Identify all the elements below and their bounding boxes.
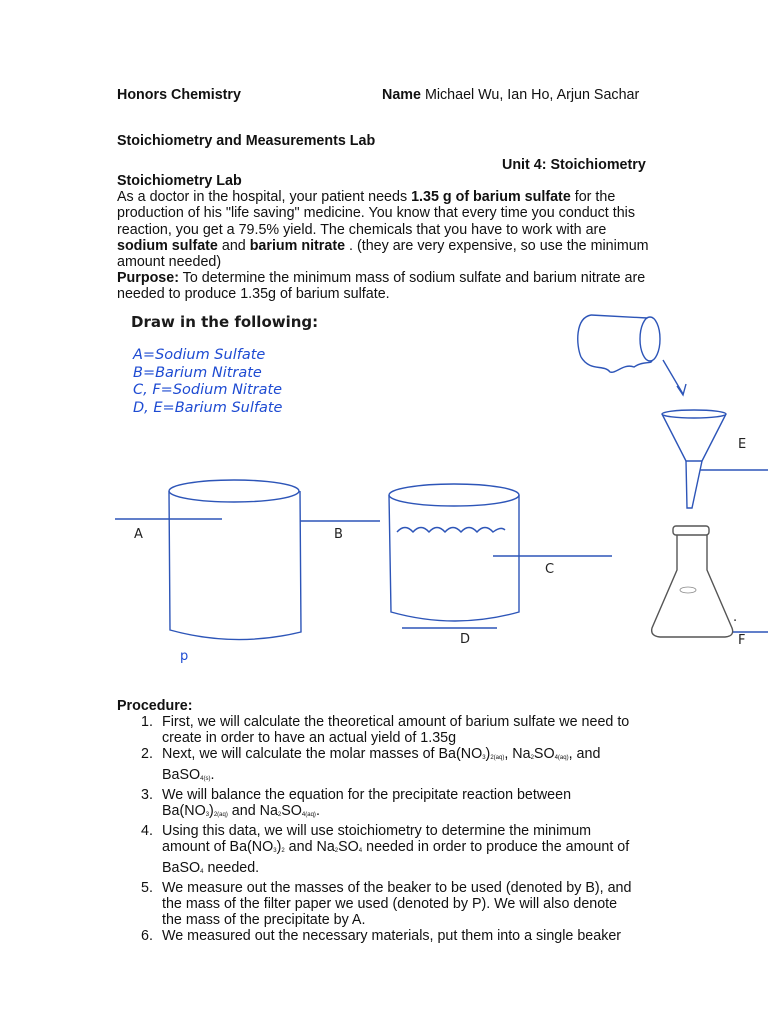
step-text: Ba(NO3)2(aq) and Na2SO4(aq). [162, 803, 320, 820]
intro-text-2: for the production of his "life saving" medicine. You know that every time you conduct this reaction, you get a 79.5% yield. The chemicals that you have to work with are [117, 189, 635, 238]
name-line [382, 87, 639, 103]
label-p: p [180, 649, 189, 664]
intro-bold-3: barium nitrate [249, 237, 346, 254]
step-text: the mass of the precipitate by A. [162, 912, 366, 929]
label-a: A [134, 527, 143, 542]
step-number: 4. [141, 823, 153, 840]
label-b: B [334, 527, 343, 542]
procedure-step [117, 928, 677, 944]
lab-title: Stoichiometry and Measurements Lab [117, 133, 376, 149]
intro-section [117, 173, 657, 303]
label-c: C [545, 562, 555, 577]
precipitate-beaker-drawing [389, 484, 612, 628]
label-f: F [738, 633, 746, 648]
step-number: 6. [141, 928, 153, 945]
legend-item: D, E=Barium Sulfate [133, 399, 283, 416]
intro-text-4: . (they are very expensive, so use the minimum amount needed) [117, 237, 649, 271]
procedure-step [117, 880, 677, 929]
legend-item: C, F=Sodium Nitrate [133, 382, 283, 398]
step-text: Next, we will calculate the molar masses of Ba(NO3)2(aq), Na2SO4(aq), and [162, 746, 601, 763]
procedure-title: Procedure: [117, 698, 193, 714]
procedure-step [117, 823, 677, 880]
label-dot: . [733, 610, 738, 625]
step-number: 5. [141, 879, 153, 896]
step-text: BaSO4(s). [162, 766, 215, 783]
intro-paragraph [117, 189, 657, 270]
step-text: the mass of the filter paper we used (denoted by P). We will also denote [162, 896, 618, 913]
purpose-paragraph [117, 270, 657, 302]
step-number: 3. [141, 786, 153, 803]
legend-item: A=Sodium Sulfate [133, 347, 266, 363]
step-text: create in order to have an actual yield of 1.35g [162, 730, 457, 747]
step-text: We measured out the necessary materials, put them into a single beaker [162, 928, 622, 945]
student-names: Michael Wu, Ian Ho, Arjun Sachar [424, 87, 640, 103]
procedure-step [117, 714, 677, 746]
name-label: Name [382, 87, 421, 103]
course-title: Honors Chemistry [117, 87, 241, 103]
intro-bold-2: sodium sulfate [117, 237, 218, 254]
step-text: Using this data, we will use stoichiometry to determine the minimum [162, 823, 592, 840]
legend-item: B=Barium Nitrate [133, 364, 262, 381]
intro-text-3: and [217, 237, 250, 254]
step-text: BaSO4 needed. [162, 859, 260, 876]
step-number: 2. [141, 746, 153, 763]
procedure-step [117, 787, 677, 823]
intro-text-1: As a doctor in the hospital, your patient needs [117, 189, 412, 206]
step-text: We measure out the masses of the beaker to be used (denoted by B), and [162, 879, 632, 896]
funnel-flask-drawing [652, 410, 768, 637]
drawing-title: Draw in the following: [131, 313, 319, 331]
tube-drawing [578, 315, 686, 395]
step-number: 1. [141, 714, 153, 730]
procedure-step [117, 746, 677, 786]
step-text: amount of Ba(NO3)2 and Na2SO4 needed in order to produce the amount of [162, 839, 630, 856]
step-text: We will balance the equation for the precipitate reaction between [162, 786, 572, 803]
procedure-list [117, 714, 677, 945]
purpose-text: To determine the minimum mass of sodium sulfate and barium nitrate are needed to produce 1.35g of barium sulfate. [117, 270, 646, 303]
intro-bold-1: 1.35 g of barium sulfate [411, 189, 571, 206]
step-text: First, we will calculate the theoretical amount of barium sulfate we need to [162, 714, 630, 730]
lab-diagram [0, 300, 768, 700]
beaker-ab-drawing [115, 480, 380, 640]
purpose-label: Purpose: [117, 270, 179, 287]
label-d: D [460, 632, 471, 647]
section-title: Stoichiometry Lab [117, 173, 242, 189]
label-e: E [738, 437, 747, 452]
unit-label: Unit 4: Stoichiometry [502, 157, 646, 173]
flask-mark [680, 587, 696, 593]
